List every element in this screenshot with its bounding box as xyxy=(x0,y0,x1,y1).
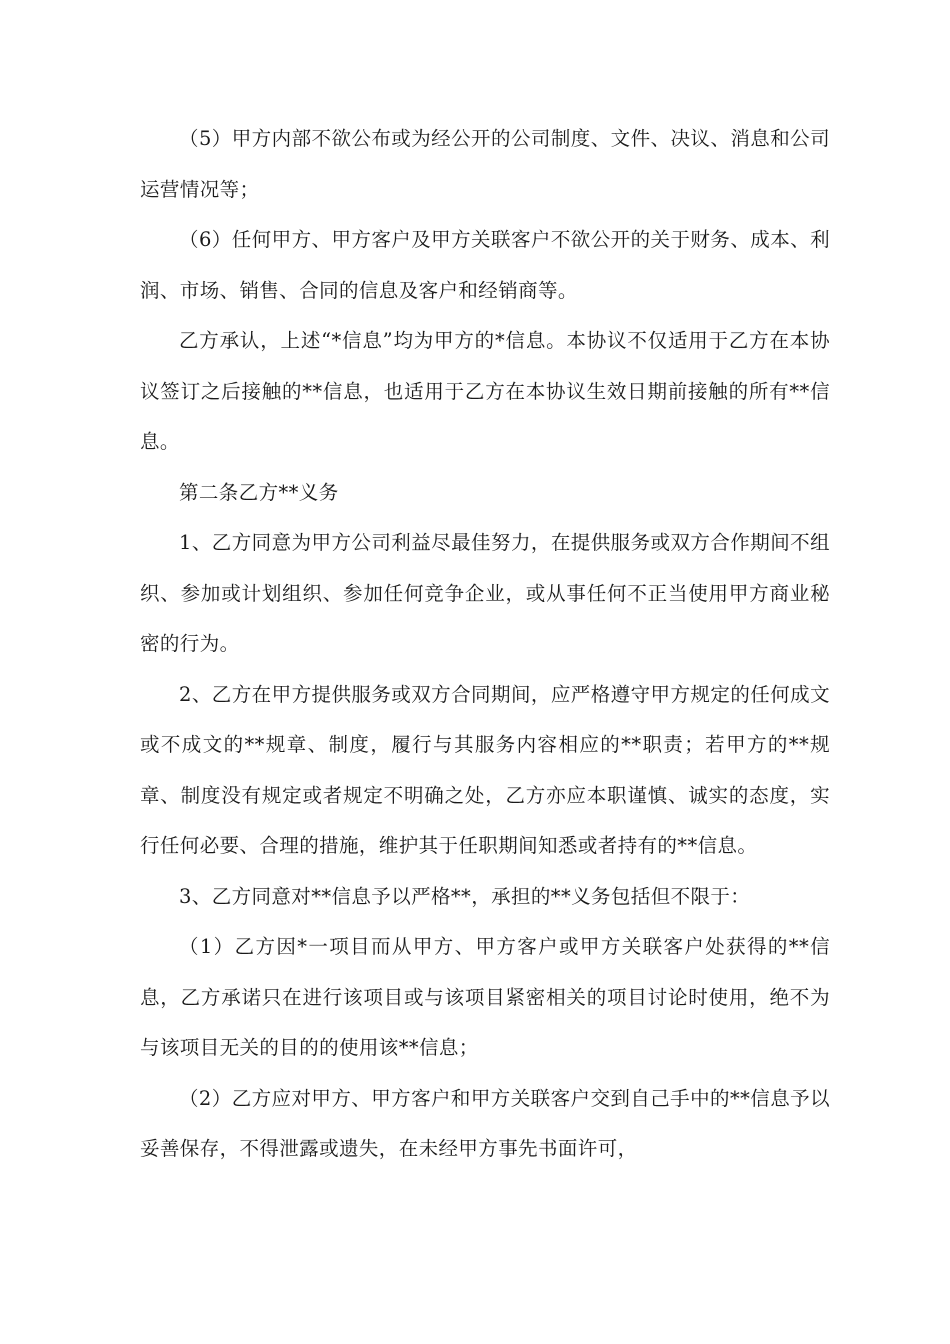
section-heading-article-2: 第二条乙方**义务 xyxy=(179,480,339,504)
paragraph-clause-5: （5）甲方内部不欲公布或为经公开的公司制度、文件、决议、消息和公司运营情况等； xyxy=(140,127,830,201)
paragraph-item-2: 2、乙方在甲方提供服务或双方合同期间，应严格遵守甲方规定的任何成文或不成文的**规章、制度，履行与其服务内容相应的**职责；若甲方的**规章、制度没有规定或者规定不明确之处，乙方亦应本职谨慎、诚实的态度，实行任何必要、合理的措施，维护其于任职期间知悉或者持有的**信息。 xyxy=(140,682,830,857)
paragraph-item-1: 1、乙方同意为甲方公司利益尽最佳努力，在提供服务或双方合作期间不组织、参加或计划组织、参加任何竞争企业，或从事任何不正当使用甲方商业秘密的行为。 xyxy=(140,531,830,655)
paragraph-subitem-2: （2）乙方应对甲方、甲方客户和甲方关联客户交到自己手中的**信息予以妥善保存，不得泄露或遗失，在未经甲方事先书面许可， xyxy=(140,1086,830,1160)
paragraph-clause-6: （6）任何甲方、甲方客户及甲方关联客户不欲公开的关于财务、成本、利润、市场、销售、合同的信息及客户和经销商等。 xyxy=(140,228,830,302)
paragraph-subitem-1: （1）乙方因*一项目而从甲方、甲方客户或甲方关联客户处获得的**信息，乙方承诺只在进行该项目或与该项目紧密相关的项目讨论时使用，绝不为与该项目无关的目的的使用该**信息； xyxy=(140,935,830,1059)
paragraph-item-3: 3、乙方同意对**信息予以严格**，承担的**义务包括但不限于： xyxy=(179,884,751,908)
paragraph-acknowledgement: 乙方承认，上述“*信息”均为甲方的*信息。本协议不仅适用于乙方在本协议签订之后接触的**信息，也适用于乙方在本协议生效日期前接触的所有**信息。 xyxy=(140,329,830,453)
document-body xyxy=(140,114,830,1175)
